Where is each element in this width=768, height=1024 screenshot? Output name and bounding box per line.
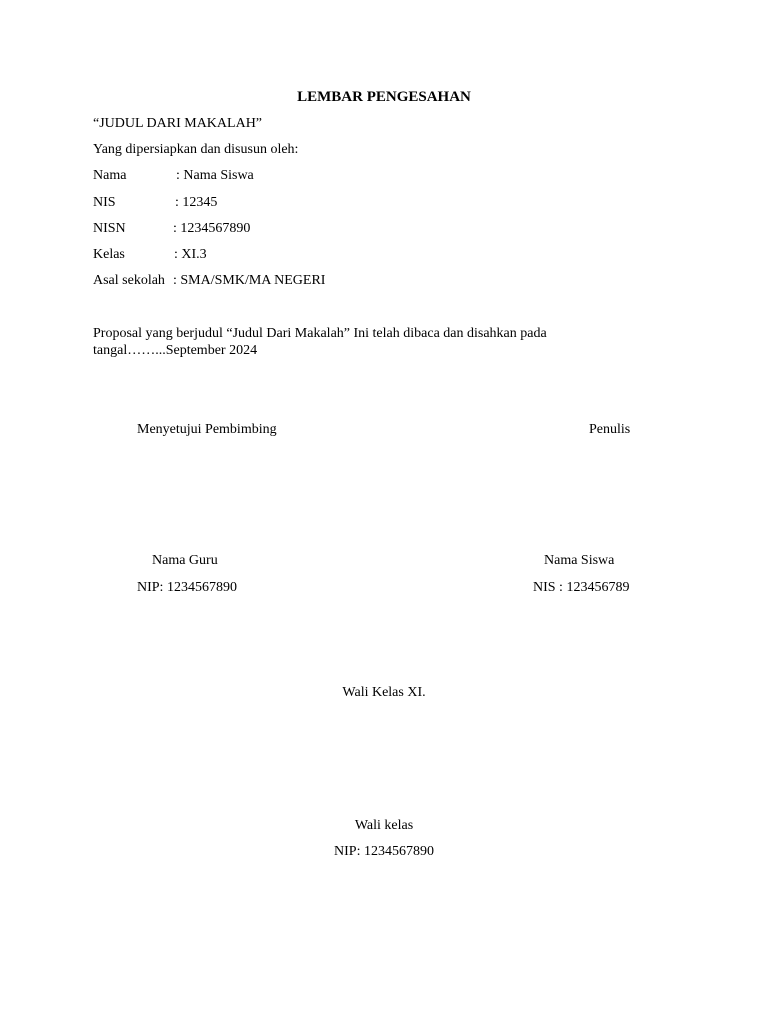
paper-title: “JUDUL DARI MAKALAH” — [93, 116, 263, 131]
signature-name-author: Nama Siswa — [544, 553, 615, 568]
field-value-nama: : Nama Siswa — [176, 168, 254, 183]
prepared-by-label: Yang dipersiapkan dan disusun oleh: — [93, 142, 299, 157]
field-label-asal-sekolah: Asal sekolah — [93, 273, 165, 288]
field-value-kelas: : XI.3 — [174, 247, 207, 262]
statement-line-2: tangal……...September 2024 — [93, 343, 258, 358]
signature-id-advisor: NIP: 1234567890 — [137, 580, 237, 595]
field-value-asal-sekolah: : SMA/SMK/MA NEGERI — [173, 273, 326, 288]
signature-id-homeroom: NIP: 1234567890 — [334, 844, 434, 859]
field-value-nisn: : 1234567890 — [173, 221, 251, 236]
field-label-nisn: NISN — [93, 221, 126, 236]
signature-name-advisor: Nama Guru — [152, 553, 218, 568]
field-value-nis: : 12345 — [175, 195, 218, 210]
field-label-kelas: Kelas — [93, 247, 125, 262]
field-label-nis: NIS — [93, 195, 116, 210]
field-label-nama: Nama — [93, 168, 127, 183]
signature-heading-author: Penulis — [589, 422, 631, 437]
signature-id-author: NIS : 123456789 — [533, 580, 630, 595]
document-title: LEMBAR PENGESAHAN — [297, 89, 471, 105]
statement-line-1: Proposal yang berjudul “Judul Dari Makalah” Ini telah dibaca dan disahkan pada — [93, 326, 547, 341]
signature-heading-homeroom: Wali Kelas XI. — [342, 685, 426, 700]
signature-name-homeroom: Wali kelas — [354, 818, 414, 833]
signature-heading-advisor: Menyetujui Pembimbing — [137, 422, 277, 437]
